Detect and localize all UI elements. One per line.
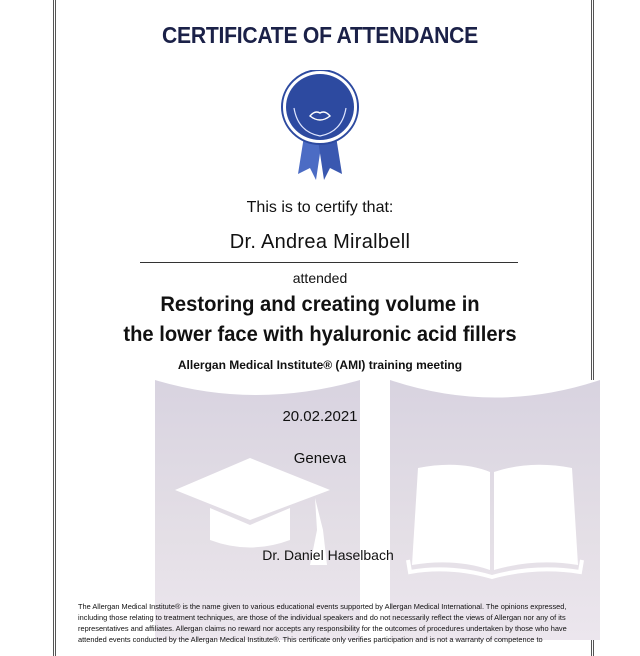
certify-text: This is to certify that: <box>246 199 394 216</box>
speaker-name: Dr. Daniel Haselbach <box>262 547 394 563</box>
course-subtitle: Allergan Medical Institute® (AMI) training meeting <box>177 358 463 372</box>
certificate-title: CERTIFICATE OF ATTENDANCE <box>162 22 478 48</box>
award-ribbon-icon <box>280 70 360 182</box>
course-title-line-2: the lower face with hyaluronic acid fillers <box>123 323 517 346</box>
attendee-name: Dr. Andrea Miralbell <box>229 231 411 253</box>
attended-text: attended <box>292 270 348 286</box>
course-title-line-1: Restoring and creating volume in <box>160 293 480 316</box>
event-location: Geneva <box>293 450 347 467</box>
event-date: 20.02.2021 <box>282 408 358 425</box>
disclaimer-text: The Allergan Medical Institute® is the name given to various educational events supported by Allergan Medical International. The opinions expressed, including those relating to treatment techniques, are those of the individual speakers and do not necessarily reflect the views of Allergan nor any of its representatives and affiliates. Allergan claims no reward nor accepts any responsibility for the outcomes of procedures undertaken by those who have attended events conducted by the Allergan Medical Institute®. This certificate only verifies participation and is not a warranty of competence to <box>78 602 567 644</box>
name-underline <box>140 262 518 263</box>
course-title <box>13 290 627 350</box>
